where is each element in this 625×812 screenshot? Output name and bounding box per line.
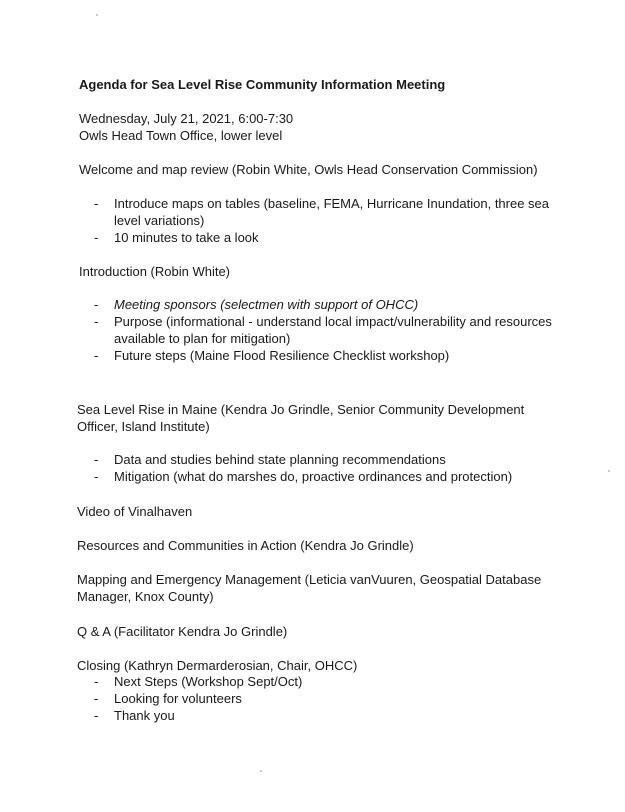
list-item xyxy=(94,195,554,229)
list-item-text: Next Steps (Workshop Sept/Oct) xyxy=(114,674,303,689)
list-item-text: Purpose (informational - understand local impact/vulnerability and resources available to plan for mitigation) xyxy=(114,314,552,346)
bullet-dash: - xyxy=(94,314,99,329)
section-heading: Introduction (Robin White) xyxy=(79,264,231,279)
list-item xyxy=(94,468,554,485)
section-heading: Sea Level Rise in Maine (Kendra Jo Grindle, Senior Community Development Officer, Island Institute) xyxy=(77,402,525,434)
list-item-text: Mitigation (what do marshes do, proactive ordinances and protection) xyxy=(114,469,513,484)
scan-speck xyxy=(260,770,262,772)
scan-speck xyxy=(96,14,98,16)
section-heading: Mapping and Emergency Management (Leticia vanVuuren, Geospatial Database Manager, Knox County) xyxy=(77,572,542,604)
agenda-title: Agenda for Sea Level Rise Community Information Meeting xyxy=(79,77,446,92)
list-item-text: 10 minutes to take a look xyxy=(114,230,259,245)
list-item xyxy=(94,707,554,724)
bullet-dash: - xyxy=(94,708,99,723)
scan-speck xyxy=(608,470,610,472)
list-item-text: Meeting sponsors (selectmen with support of OHCC) xyxy=(114,297,419,312)
list-item-text: Future steps (Maine Flood Resilience Checklist workshop) xyxy=(114,348,450,363)
list-item-text: Looking for volunteers xyxy=(114,691,242,706)
bullet-dash: - xyxy=(94,230,99,245)
list-item xyxy=(94,296,554,313)
list-item xyxy=(94,673,554,690)
meeting-details xyxy=(79,110,559,144)
section-bullet-list xyxy=(94,451,554,485)
list-item xyxy=(94,229,554,246)
meeting-location: Owls Head Town Office, lower level xyxy=(79,128,283,143)
bullet-dash: - xyxy=(94,452,99,467)
bullet-dash: - xyxy=(94,691,99,706)
bullet-dash: - xyxy=(94,348,99,363)
section-heading: Welcome and map review (Robin White, Owls Head Conservation Commission) xyxy=(79,162,538,177)
list-item-text: Introduce maps on tables (baseline, FEMA, Hurricane Inundation, three sea level variations) xyxy=(114,196,550,228)
bullet-dash: - xyxy=(94,196,99,211)
list-item xyxy=(94,451,554,468)
list-item xyxy=(94,347,554,364)
section-heading: Video of Vinalhaven xyxy=(77,504,193,519)
list-item-text: Thank you xyxy=(114,708,175,723)
section-bullet-list xyxy=(94,296,554,364)
list-item xyxy=(94,690,554,707)
section-bullet-list xyxy=(94,673,554,724)
section-heading: Q & A (Facilitator Kendra Jo Grindle) xyxy=(77,624,288,639)
list-item xyxy=(94,313,554,347)
bullet-dash: - xyxy=(94,469,99,484)
bullet-dash: - xyxy=(94,297,99,312)
section-heading: Resources and Communities in Action (Kendra Jo Grindle) xyxy=(77,538,414,553)
section-bullet-list xyxy=(94,195,554,246)
section-heading: Closing (Kathryn Dermarderosian, Chair, OHCC) xyxy=(77,658,358,673)
bullet-dash: - xyxy=(94,674,99,689)
meeting-date: Wednesday, July 21, 2021, 6:00-7:30 xyxy=(79,111,294,126)
list-item-text: Data and studies behind state planning recommendations xyxy=(114,452,446,467)
